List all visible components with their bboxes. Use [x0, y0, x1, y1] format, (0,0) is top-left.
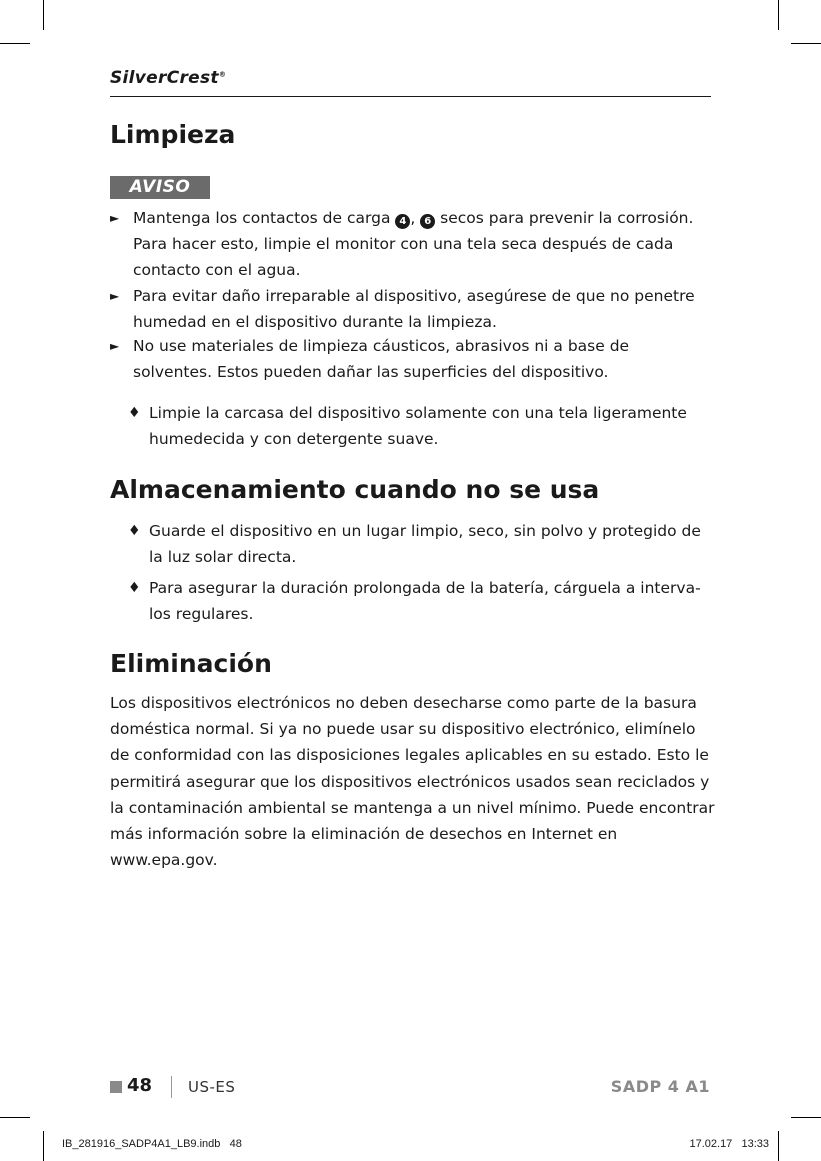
notice-label: AVISO: [110, 176, 210, 199]
crop-mark: [0, 43, 30, 44]
footer-model: SADP 4 A1: [610, 1077, 710, 1096]
step-item: Guarde el dispositivo en un lugar limpio, seco, sin polvo y protegido de la luz solar directa.: [149, 522, 701, 566]
crop-mark: [43, 0, 44, 30]
brand-logo: SilverCrest®: [110, 68, 227, 88]
crop-mark: [791, 1117, 821, 1118]
crop-mark: [778, 1131, 779, 1161]
step-item: Limpie la carcasa del dispositivo solamente con una tela ligeramente humedecida y con detergente suave.: [149, 404, 687, 448]
section-title-cleaning: Limpieza: [110, 120, 236, 149]
diamond-bullet-icon: ♦: [128, 523, 141, 539]
triangle-bullet-icon: ►: [110, 339, 120, 353]
warning-item: Mantenga los contactos de carga 4 , 6 secos para prevenir la corrosión. Para hacer esto, limpie el monitor con una tela seca después de cada contacto con el agua.: [133, 209, 694, 279]
part-number-badge: 6: [420, 214, 435, 229]
crop-mark: [778, 0, 779, 30]
triangle-bullet-icon: ►: [110, 211, 120, 225]
step-item: Para asegurar la duración prolongada de la batería, cárguela a intervalos regulares.: [149, 579, 701, 623]
section-title-storage: Almacenamiento cuando no se usa: [110, 475, 600, 504]
triangle-bullet-icon: ►: [110, 289, 120, 303]
footer-divider: [171, 1076, 172, 1098]
crop-mark: [43, 1131, 44, 1161]
print-slug-file: IB_281916_SADP4A1_LB9.indb 48: [62, 1138, 242, 1150]
warning-item: Para evitar daño irreparable al dispositivo, asegúrese de que no penetre humedad en el dispositivo durante la limpieza.: [133, 287, 695, 331]
print-slug-timestamp: 17.02.17 13:33: [689, 1138, 769, 1150]
page-marker-square: [110, 1081, 122, 1093]
part-number-badge: 4: [395, 214, 410, 229]
section-title-disposal: Eliminación: [110, 649, 272, 678]
page-number: 48: [127, 1075, 153, 1096]
header-rule: [110, 96, 711, 97]
footer-language: US-ES: [188, 1078, 236, 1096]
diamond-bullet-icon: ♦: [128, 580, 141, 596]
crop-mark: [791, 43, 821, 44]
crop-mark: [0, 1117, 30, 1118]
disposal-paragraph: Los dispositivos electrónicos no deben desecharse como parte de la basura doméstica normal. Si ya no puede usar su dispositivo electrónico, elimínelo de conformidad con las disposiciones legales aplicables en su estado. Esto le permitirá asegurar que los dispositivos electrónicos usados sean reciclados y la contaminación ambiental se mantenga a un nivel mínimo. Puede encontrar más información sobre la eliminación de desechos en Internet en www.epa.gov.: [110, 694, 715, 870]
warning-item: No use materiales de limpieza cáusticos, abrasivos ni a base de solventes. Estos pueden dañar las superficies del dispositivo.: [133, 337, 630, 381]
diamond-bullet-icon: ♦: [128, 405, 141, 421]
